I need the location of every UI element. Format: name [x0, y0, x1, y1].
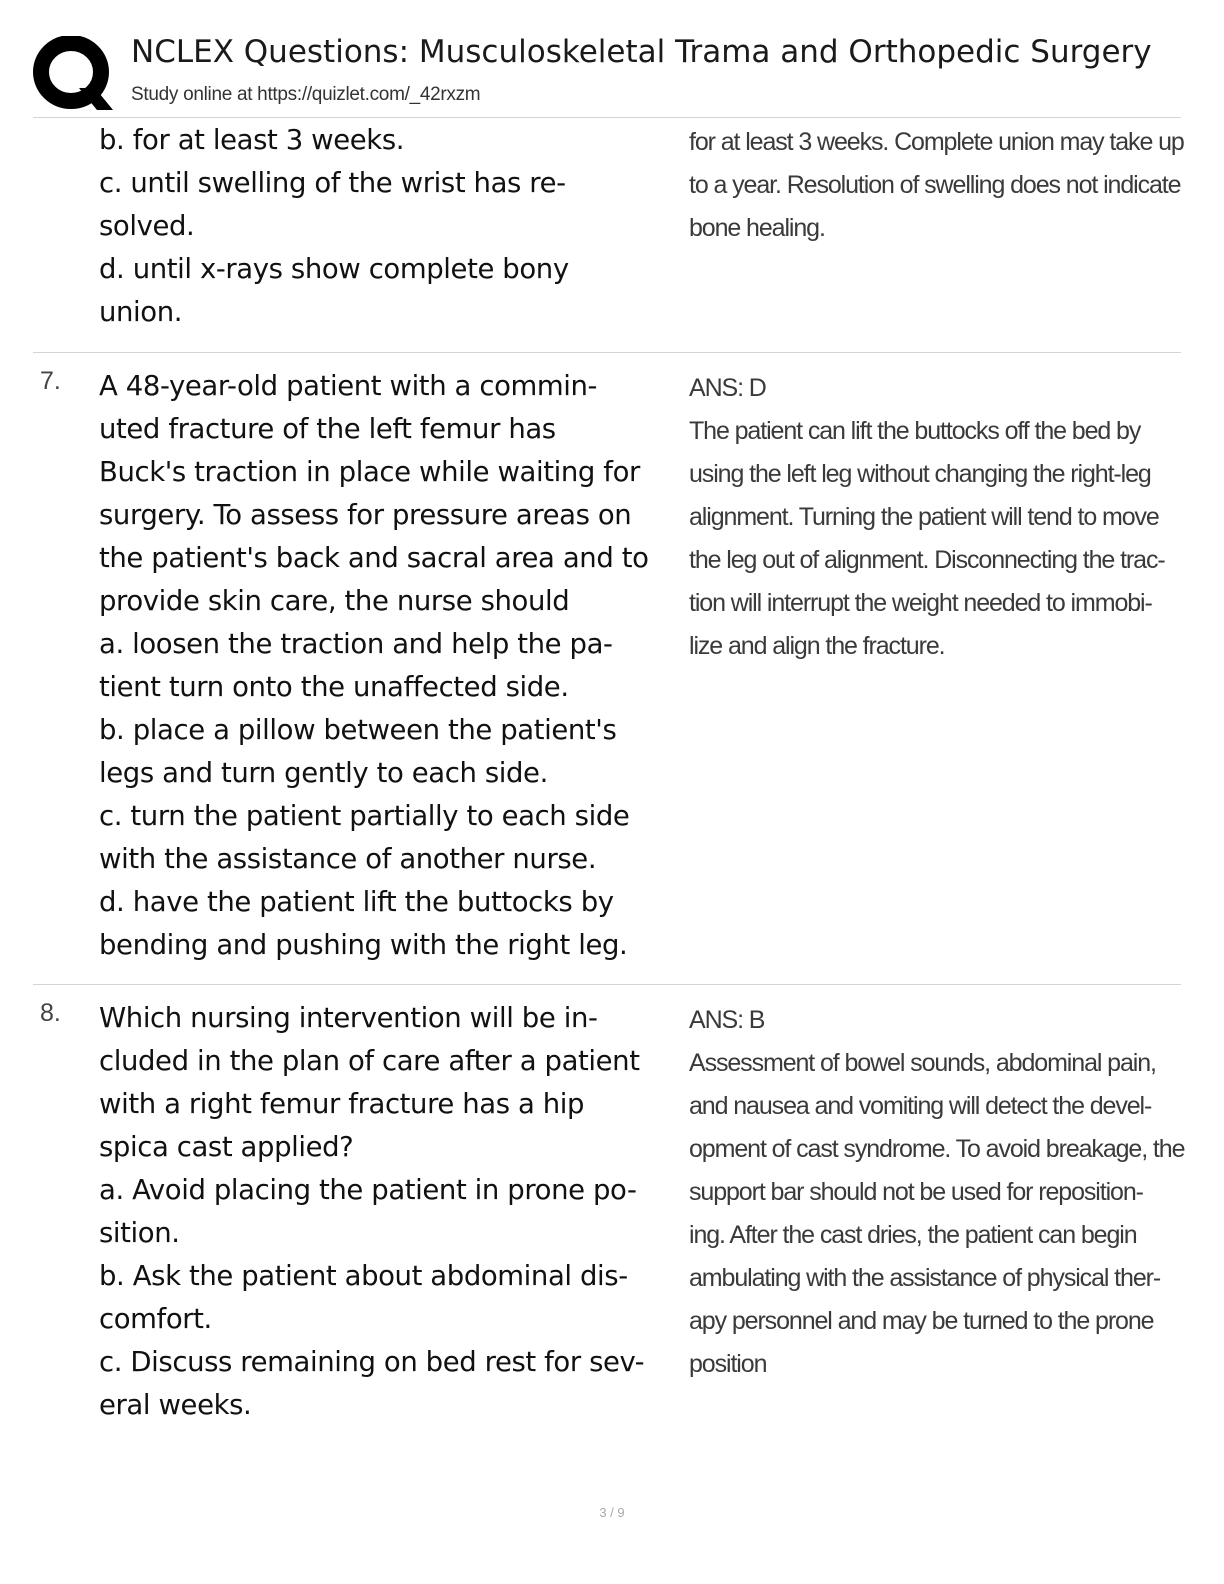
- answer-text: [689, 999, 1185, 1386]
- question-line: c. until swelling of the wrist has re-: [99, 167, 566, 199]
- question-line: comfort.: [99, 1303, 212, 1335]
- question-line: eral weeks.: [99, 1389, 252, 1421]
- answer-line: to a year. Resolution of swelling does not indicate: [689, 171, 1181, 199]
- card-divider: [33, 984, 1181, 985]
- question-text: [99, 119, 684, 334]
- answer-key: ANS: B: [689, 1006, 765, 1034]
- page-number: 3 / 9: [599, 1505, 625, 1520]
- answer-line: bone healing.: [689, 214, 825, 242]
- question-line: d. have the patient lift the buttocks by: [99, 886, 614, 918]
- answer-line: ambulating with the assistance of physical ther-: [689, 1264, 1161, 1292]
- answer-line: tion will interrupt the weight needed to immobi-: [689, 589, 1152, 617]
- question-line: legs and turn gently to each side.: [99, 757, 548, 789]
- question-line: b. place a pillow between the patient's: [99, 714, 617, 746]
- question-line: union.: [99, 296, 183, 328]
- question-line: surgery. To assess for pressure areas on: [99, 499, 632, 531]
- question-line: provide skin care, the nurse should: [99, 585, 570, 617]
- answer-line: lize and align the fracture.: [689, 632, 945, 660]
- answer-line: the leg out of alignment. Disconnecting the trac-: [689, 546, 1165, 574]
- question-line: d. until x-rays show complete bony: [99, 253, 569, 285]
- question-line: spica cast applied?: [99, 1131, 354, 1163]
- question-number: 8.: [40, 999, 61, 1027]
- answer-line: position: [689, 1350, 767, 1378]
- quizlet-logo-icon: [33, 36, 113, 112]
- answer-line: The patient can lift the buttocks off the bed by: [689, 417, 1141, 445]
- question-line: Which nursing intervention will be in-: [99, 1002, 598, 1034]
- question-line: Buck's traction in place while waiting for: [99, 456, 640, 488]
- page-title: NCLEX Questions: Musculoskeletal Trama and Orthopedic Surgery: [131, 34, 1152, 70]
- answer-line: ing. After the cast dries, the patient can begin: [689, 1221, 1137, 1249]
- question-number: 7.: [40, 367, 61, 395]
- study-link[interactable]: Study online at https://quizlet.com/_42rxzm: [131, 84, 481, 105]
- answer-text: [689, 121, 1184, 250]
- question-line: with the assistance of another nurse.: [99, 843, 597, 875]
- answer-line: for at least 3 weeks. Complete union may take up: [689, 128, 1184, 156]
- question-text: [99, 997, 684, 1427]
- answer-line: using the left leg without changing the right-leg: [689, 460, 1151, 488]
- question-line: c. Discuss remaining on bed rest for sev-: [99, 1346, 645, 1378]
- question-line: a. loosen the traction and help the pa-: [99, 628, 613, 660]
- answer-text: [689, 367, 1179, 668]
- question-line: c. turn the patient partially to each side: [99, 800, 630, 832]
- answer-line: and nausea and vomiting will detect the devel-: [689, 1092, 1152, 1120]
- answer-line: alignment. Turning the patient will tend to move: [689, 503, 1159, 531]
- question-line: a. Avoid placing the patient in prone po-: [99, 1174, 637, 1206]
- question-line: bending and pushing with the right leg.: [99, 929, 628, 961]
- card-divider: [33, 352, 1181, 353]
- answer-line: apy personnel and may be turned to the prone: [689, 1307, 1154, 1335]
- question-line: solved.: [99, 210, 195, 242]
- question-line: b. for at least 3 weeks.: [99, 124, 405, 156]
- question-line: cluded in the plan of care after a patient: [99, 1045, 640, 1077]
- answer-line: Assessment of bowel sounds, abdominal pain,: [689, 1049, 1156, 1077]
- question-text: [99, 365, 684, 967]
- page-header: [0, 0, 1224, 118]
- question-line: the patient's back and sacral area and to: [99, 542, 649, 574]
- question-line: b. Ask the patient about abdominal dis-: [99, 1260, 628, 1292]
- question-line: with a right femur fracture has a hip: [99, 1088, 585, 1120]
- header-divider: [33, 117, 1181, 118]
- answer-line: support bar should not be used for reposition-: [689, 1178, 1143, 1206]
- question-line: uted fracture of the left femur has: [99, 413, 556, 445]
- question-line: tient turn onto the unaffected side.: [99, 671, 569, 703]
- answer-key: ANS: D: [689, 374, 766, 402]
- question-line: sition.: [99, 1217, 180, 1249]
- question-line: A 48-year-old patient with a commin-: [99, 370, 598, 402]
- answer-line: opment of cast syndrome. To avoid breakage, the: [689, 1135, 1185, 1163]
